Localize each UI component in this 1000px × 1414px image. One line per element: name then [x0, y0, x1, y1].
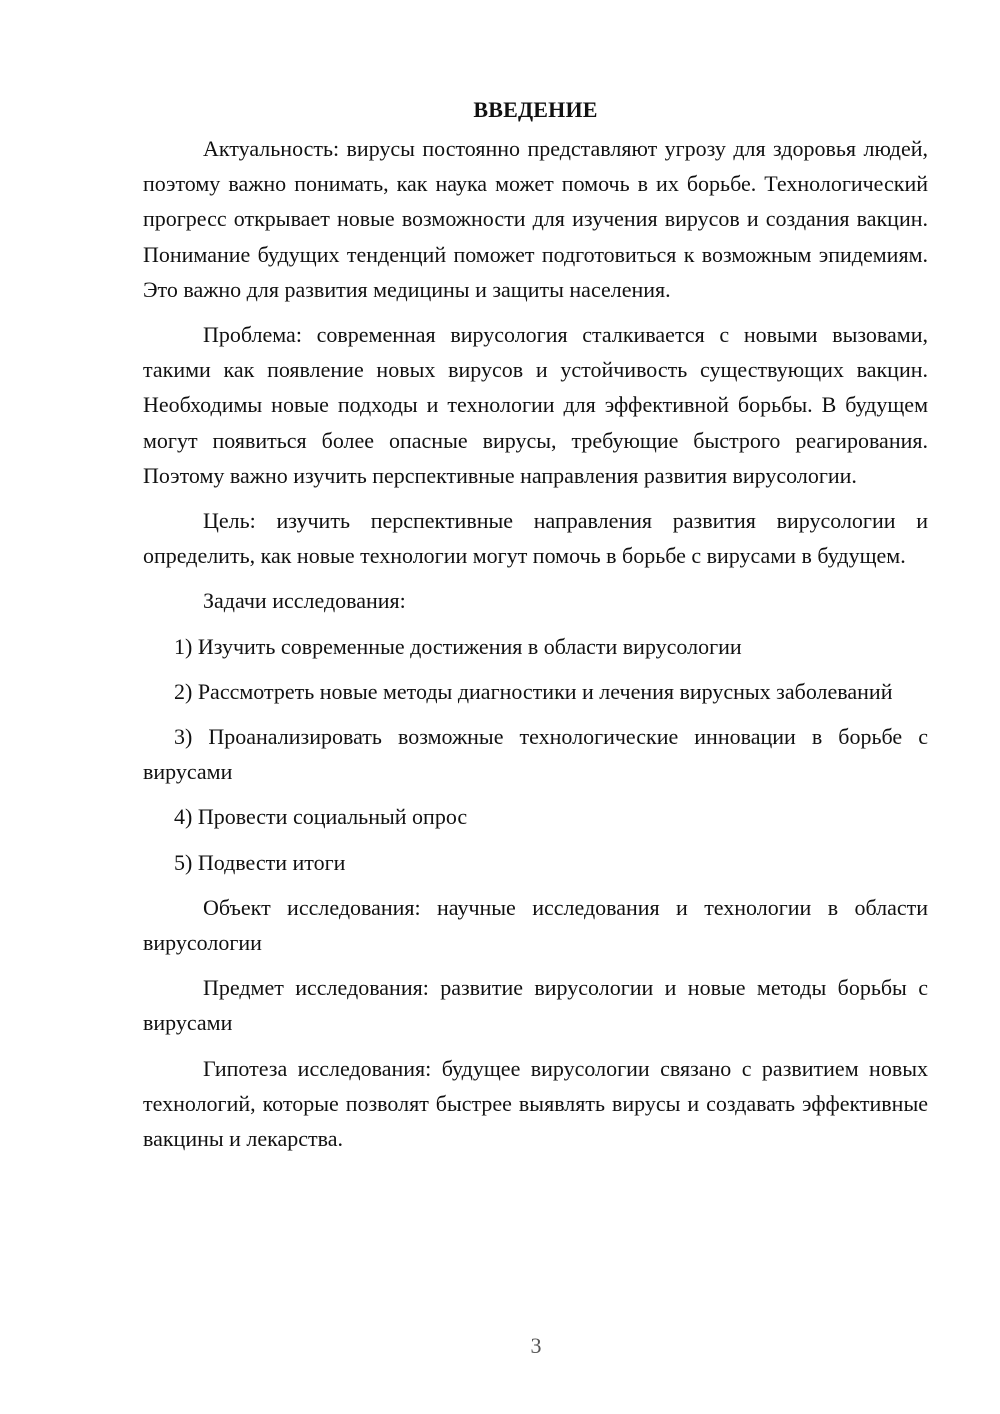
task-item-5: 5) Подвести итоги [174, 849, 346, 875]
task-item-2: 2) Рассмотреть новые методы диагностики и лечения вирусных заболеваний [174, 678, 893, 704]
paragraph-relevance: Актуальность: вирусы постоянно представляют угрозу для здоровья людей, поэтому важно понимать, как наука может помочь в их борьбе. Технологический прогресс открывает новые возможности для изучения вирусов и создания вакцин. Понимание будущих тенденций поможет подготовиться к возможным эпидемиям. Это важно для развития медицины и защиты населения. [143, 136, 928, 302]
paragraph-goal: Цель: изучить перспективные направления развития вирусологии и определить, как новые технологии могут помочь в борьбе с вирусами в будущем. [143, 508, 928, 569]
section-title: ВВЕДЕНИЕ [473, 97, 598, 122]
page-number: 3 [530, 1333, 542, 1358]
paragraph-subject: Предмет исследования: развитие вирусологии и новые методы борьбы с вирусами [143, 975, 928, 1036]
task-item-1: 1) Изучить современные достижения в области вирусологии [174, 633, 742, 659]
tasks-heading: Задачи исследования: [203, 588, 406, 614]
task-item-3: 3) Проанализировать возможные технологические инновации в борьбе с вирусами [143, 724, 928, 785]
paragraph-hypothesis: Гипотеза исследования: будущее вирусологии связано с развитием новых технологий, которые позволят быстрее выявлять вирусы и создавать эффективные вакцины и лекарства. [143, 1055, 928, 1152]
paragraph-object: Объект исследования: научные исследования и технологии в области вирусологии [143, 894, 928, 956]
paragraph-problem: Проблема: современная вирусология сталкивается с новыми вызовами, такими как появление новых вирусов и устойчивость существующих вакцин. Необходимы новые подходы и технологии для эффективной борьбы. В будущем могут появиться более опасные вирусы, требующие быстрого реагирования. Поэтому важно изучить перспективные направления развития вирусологии. [143, 322, 928, 488]
task-item-4: 4) Провести социальный опрос [174, 804, 468, 830]
document-body [143, 92, 928, 1156]
